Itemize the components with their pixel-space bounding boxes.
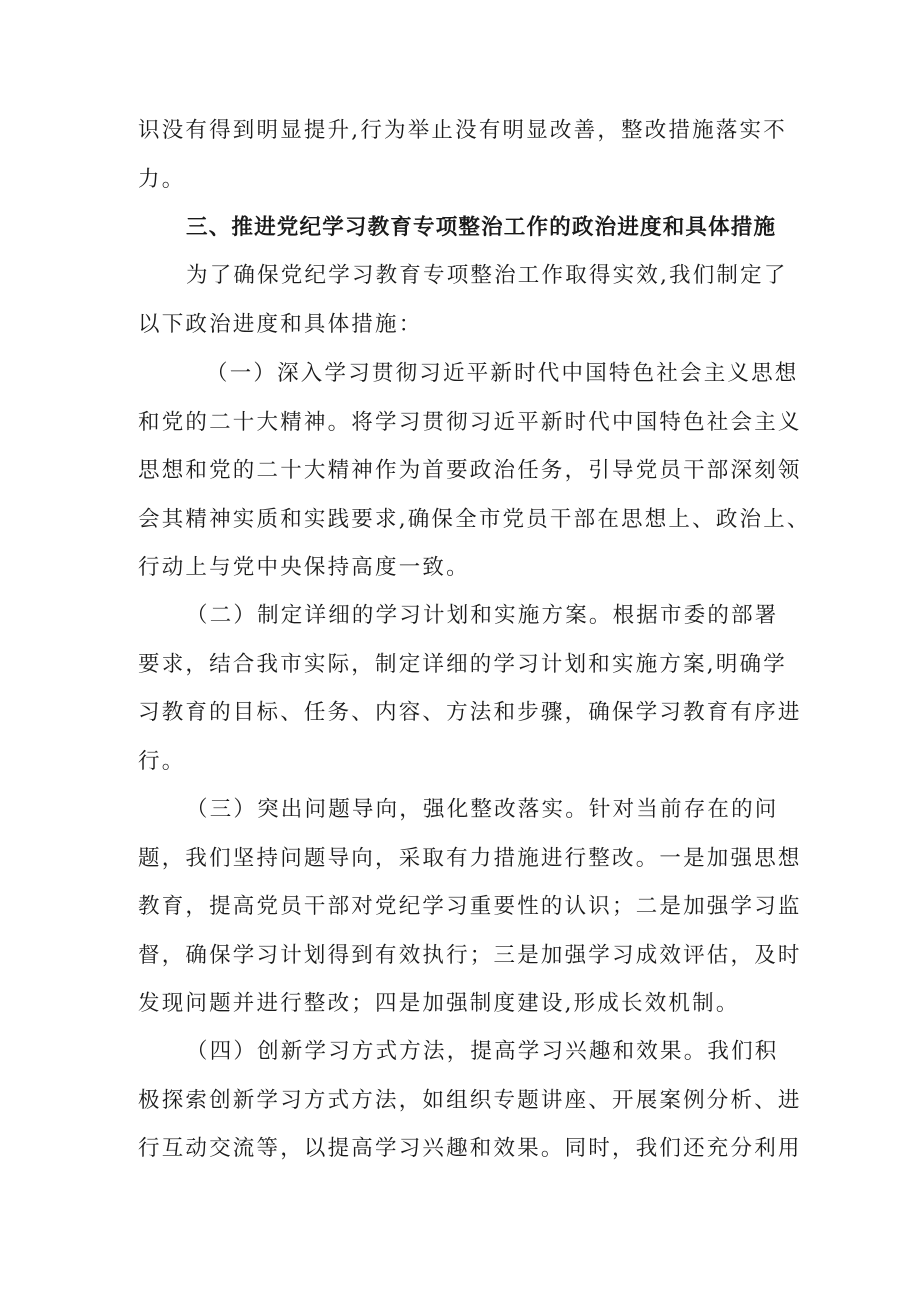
- text-line: 要求，结合我市实际，制定详细的学习计划和实施方案,明确学: [138, 651, 787, 677]
- paragraph-item-3: [138, 786, 802, 1029]
- text-line: 会其精神实质和实践要求,确保全市党员干部在思想上、政治上、: [138, 506, 811, 532]
- text-line: （二）制定详细的学习计划和实施方案。根据市委的部署: [186, 603, 779, 628]
- text-line: 行。: [138, 748, 186, 774]
- text-line: 识没有得到明显提升,行为举止没有明显改善，整改措施落实不: [138, 118, 787, 143]
- text-line: 习教育的目标、任务、内容、方法和步骤，确保学习教育有序进: [138, 700, 802, 725]
- text-line: 力。: [138, 166, 186, 192]
- paragraph-intro: [138, 252, 788, 349]
- paragraph-item-4: [138, 1028, 802, 1174]
- text-line: 行互动交流等，以提高学习兴趣和效果。同时，我们还充分利用: [138, 1136, 802, 1161]
- paragraph-item-2: [138, 592, 802, 786]
- text-line: 极探索创新学习方式方法，如组织专题讲座、开展案例分析、进: [138, 1087, 802, 1113]
- paragraph-item-1: [138, 350, 811, 593]
- text-line: 教育，提高党员干部对党纪学习重要性的认识；二是加强学习监: [138, 894, 802, 919]
- text-line: 督，确保学习计划得到有效执行；三是加强学习成效评估，及时: [138, 942, 802, 968]
- text-line: （四）创新学习方式方法，提高学习兴趣和效果。我们积: [186, 1039, 779, 1064]
- text-line: 思想和党的二十大精神作为首要政治任务，引导党员干部深刻领: [138, 458, 802, 483]
- paragraph-continuation: [138, 107, 788, 204]
- text-line: 题，我们坚持问题导向，采取有力措施进行整改。一是加强思想: [138, 845, 802, 871]
- text-line: 行动上与党中央保持高度一致。: [138, 555, 470, 580]
- section-heading: 三、推进党纪学习教育专项整治工作的政治进度和具体措施: [186, 215, 777, 240]
- text-line: 发现问题并进行整改；四是加强制度建设,形成长效机制。: [138, 991, 740, 1016]
- text-line: （三）突出问题导向，强化整改落实。针对当前存在的问: [186, 797, 779, 822]
- text-line: 以下政治进度和具体措施：: [138, 311, 423, 337]
- text-line: 为了确保党纪学习教育专项整治工作取得实效,我们制定了: [186, 263, 788, 288]
- text-line: （一）深入学习贯彻习近平新时代中国特色社会主义思想: [206, 361, 799, 386]
- text-line: 和党的二十大精神。将学习贯彻习近平新时代中国特色社会主义: [138, 409, 802, 435]
